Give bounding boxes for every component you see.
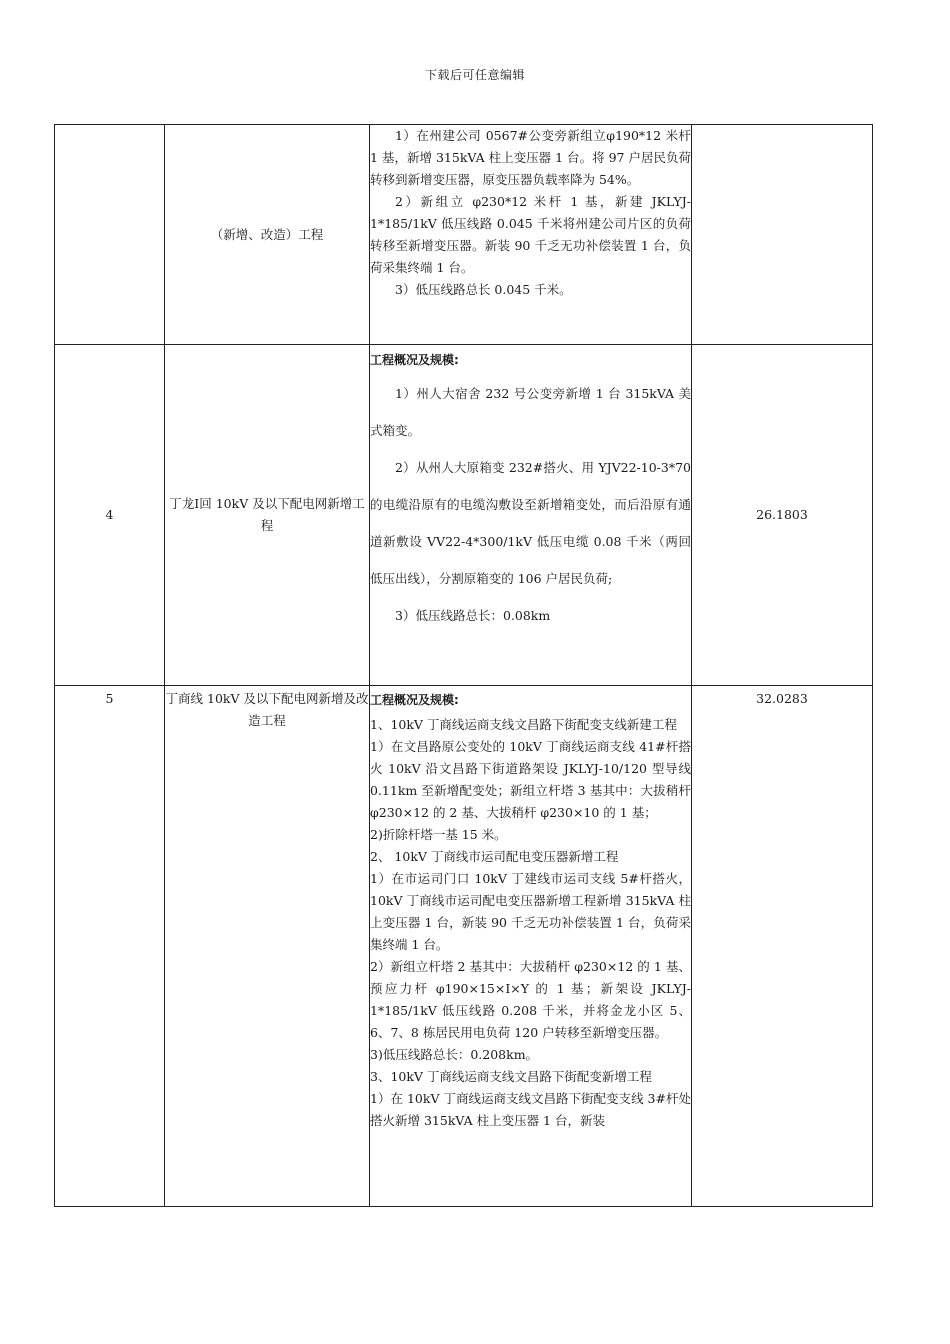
- desc-paragraph: 3）低压线路总长：0.08km: [395, 608, 551, 623]
- project-cost: [692, 125, 873, 345]
- desc-paragraph: 2、 10kV 丁商线市运司配电变压器新增工程: [370, 849, 619, 864]
- table-row: [55, 686, 873, 1207]
- desc-paragraph: 3)低压线路总长：0.208km。: [370, 1047, 539, 1062]
- row-number: 4: [55, 345, 165, 686]
- desc-paragraph: 3、10kV 丁商线运商支线文昌路下街配变新增工程: [370, 1069, 652, 1084]
- project-description: [370, 345, 692, 686]
- row-number: 5: [55, 686, 165, 1207]
- project-name: （新增、改造）工程: [165, 125, 370, 345]
- project-table: [54, 124, 873, 1207]
- project-name: 丁龙Ⅰ回 10kV 及以下配电网新增工程: [165, 345, 370, 686]
- desc-paragraph: 2)折除杆塔一基 15 米。: [370, 827, 507, 842]
- desc-title: 工程概况及规模:: [370, 693, 459, 707]
- desc-paragraph: 2）新组立杆塔 2 基其中：大拔稍杆 φ230×12 的 1 基、预应力杆 φ190×15×I×Y 的 1 基；新架设 JKLYJ-1*185/1kV 低压线路 0.208 千米，并将金龙小区 5、6、7、8 栋居民用电负荷 120 户转移至新增变压器。: [370, 959, 691, 1040]
- project-cost: 26.1803: [692, 345, 873, 686]
- project-description: [370, 125, 692, 345]
- page-header: 下载后可任意编辑: [424, 68, 525, 82]
- desc-paragraph: 3）低压线路总长 0.045 千米。: [395, 282, 572, 297]
- desc-title: 工程概况及规模:: [370, 353, 459, 367]
- desc-paragraph: 1）在 10kV 丁商线运商支线文昌路下街配变支线 3#杆处搭火新增 315kVA 柱上变压器 1 台，新装: [370, 1091, 691, 1128]
- project-name: 丁商线 10kV 及以下配电网新增及改造工程: [165, 686, 370, 1207]
- row-number: [55, 125, 165, 345]
- table-row: [55, 125, 873, 345]
- desc-paragraph: 1）在文昌路原公变处的 10kV 丁商线运商支线 41#杆搭火 10kV 沿文昌路下街道路架设 JKLYJ-10/120 型导线 0.11km 至新增配变处；新组立杆塔 3 基其中：大拔稍杆 φ230×12 的 2 基、大拔稍杆 φ230×10 的 1 基；: [370, 739, 691, 820]
- project-description: [370, 686, 692, 1207]
- desc-paragraph: 1、10kV 丁商线运商支线文昌路下街配变支线新建工程: [370, 717, 677, 732]
- project-cost: 32.0283: [692, 686, 873, 1207]
- desc-paragraph: 1）在州建公司 0567#公变旁新组立φ190*12 米杆 1 基，新增 315kVA 柱上变压器 1 台。将 97 户居民负荷转移到新增变压器，原变压器负载率降为 54%。: [370, 128, 691, 187]
- desc-paragraph: 2）从州人大原箱变 232#搭火、用 YJV22-10-3*70 的电缆沿原有的电缆沟敷设至新增箱变处，而后沿原有通道新敷设 VV22-4*300/1kV 低压电缆 0.08 千米（两回低压出线），分割原箱变的 106 户居民负荷;: [370, 460, 691, 586]
- table-row: [55, 345, 873, 686]
- desc-paragraph: 1）州人大宿舍 232 号公变旁新增 1 台 315kVA 美式箱变。: [370, 386, 691, 438]
- desc-paragraph: 1）在市运司门口 10kV 丁建线市运司支线 5#杆搭火，10kV 丁商线市运司配电变压器新增工程新增 315kVA 柱上变压器 1 台，新装 90 千乏无功补偿装置 1 台，负荷采集终端 1 台。: [370, 871, 691, 952]
- desc-paragraph: 2）新组立 φ230*12 米杆 1 基，新建 JKLYJ-1*185/1kV 低压线路 0.045 千米将州建公司片区的负荷转移至新增变压器。新装 90 千乏无功补偿装置 1 台，负荷采集终端 1 台。: [370, 194, 691, 275]
